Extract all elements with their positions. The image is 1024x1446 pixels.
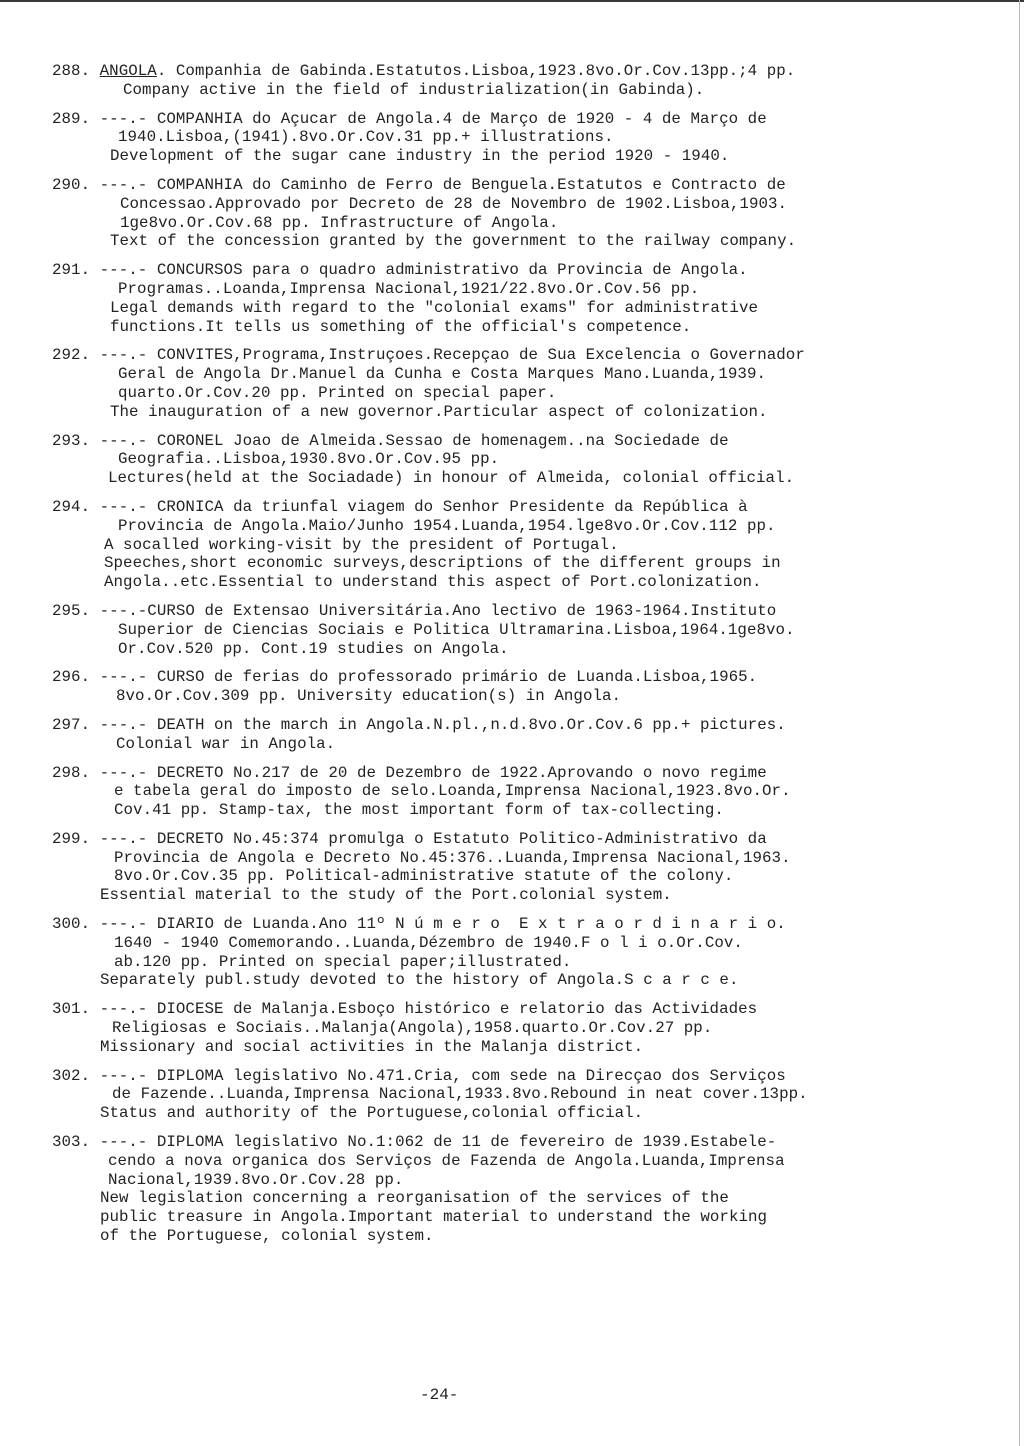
entry-continuation-line xyxy=(52,554,952,573)
entry-text: Status and authority of the Portuguese,colonial official. xyxy=(100,1104,644,1123)
entry-text: ---.- CONCURSOS para o quadro administrativo da Provincia de Angola. xyxy=(99,261,748,280)
entry-continuation-line xyxy=(52,849,952,868)
entry-text: ---.- CRONICA da triunfal viagem do Senhor Presidente da República à xyxy=(99,497,748,516)
entry-number: 288. xyxy=(52,62,91,80)
bibliography-entry xyxy=(52,915,952,990)
entry-text: A socalled working-visit by the president of Portugal. xyxy=(104,535,619,554)
entry-first-line xyxy=(52,110,952,129)
entry-continuation-line xyxy=(52,147,952,166)
entry-text: Speeches,short economic surveys,descriptions of the different groups in xyxy=(104,554,781,573)
entry-text: ---.-CURSO de Extensao Universitária.Ano lectivo de 1963-1964.Instituto xyxy=(99,601,777,620)
entry-continuation-line xyxy=(52,517,952,536)
bibliography-list xyxy=(52,62,952,1246)
entry-text: Provincia de Angola e Decreto No.45:376..Luanda,Imprensa Nacional,1963. xyxy=(114,848,791,867)
entry-first-line xyxy=(52,261,952,280)
entry-text: Geografia..Lisboa,1930.8vo.Or.Cov.95 pp. xyxy=(118,450,500,469)
entry-first-line xyxy=(52,764,952,783)
entry-text: ---.- CONVITES,Programa,Instruçoes.Recepçao de Sua Excelencia o Governador xyxy=(99,346,805,365)
entry-continuation-line xyxy=(52,1171,952,1190)
entry-first-line xyxy=(52,1067,952,1086)
entry-continuation-line xyxy=(52,128,952,147)
entry-text: public treasure in Angola.Important material to understand the working xyxy=(100,1208,768,1227)
entry-continuation-line xyxy=(52,801,952,820)
entry-text: Superior de Ciencias Sociais e Politica Ultramarina.Lisboa,1964.1ge8vo. xyxy=(118,620,795,639)
entry-text: Nacional,1939.8vo.Or.Cov.28 pp. xyxy=(108,1170,404,1189)
entry-continuation-line xyxy=(52,782,952,801)
entry-number: 301. xyxy=(52,1000,91,1019)
entry-text: Religiosas e Sociais..Malanja(Angola),1958.quarto.Or.Cov.27 pp. xyxy=(112,1019,713,1038)
entry-first-line xyxy=(52,176,952,195)
entry-text: 1940.Lisboa,(1941).8vo.Or.Cov.31 pp.+ illustrations. xyxy=(118,128,614,147)
entry-number: 300. xyxy=(52,915,91,934)
entry-first-line xyxy=(52,668,952,687)
entry-continuation-line xyxy=(52,280,952,299)
bibliography-entry xyxy=(52,110,952,166)
bibliography-entry xyxy=(52,602,952,658)
entry-continuation-line xyxy=(52,214,952,233)
entry-continuation-line xyxy=(52,232,952,251)
entry-text: e tabela geral do imposto de selo.Loanda,Imprensa Nacional,1923.8vo.Or. xyxy=(114,782,791,801)
entry-text: Text of the concession granted by the government to the railway company. xyxy=(110,232,797,251)
entry-continuation-line xyxy=(52,1019,952,1038)
entry-continuation-line xyxy=(52,469,952,488)
entry-text: The inauguration of a new governor.Particular aspect of colonization. xyxy=(110,402,768,421)
entry-continuation-line xyxy=(52,687,952,706)
entry-heading-underlined: ANGOLA xyxy=(99,62,157,80)
entry-text: Separately publ.study devoted to the history of Angola.S c a r c e. xyxy=(100,971,739,990)
entry-text: ---.- COMPANHIA do Açucar de Angola.4 de Março de 1920 - 4 de Março de xyxy=(99,109,767,128)
entry-continuation-line xyxy=(52,953,952,972)
bibliography-entry xyxy=(52,432,952,488)
entry-text: . Companhia de Gabinda.Estatutos.Lisboa,1923.8vo.Or.Cov.13pp.;4 pp. xyxy=(156,62,796,80)
entry-text: ---.- DECRETO No.217 de 20 de Dezembro de 1922.Aprovando o novo regime xyxy=(99,763,767,782)
entry-continuation-line xyxy=(52,536,952,555)
entry-continuation-line xyxy=(52,365,952,384)
entry-text: Development of the sugar cane industry in the period 1920 - 1940. xyxy=(110,147,730,166)
entry-number: 289. xyxy=(52,109,91,128)
bibliography-entry xyxy=(52,1133,952,1246)
entry-text: Essential material to the study of the Port.colonial system. xyxy=(100,886,672,905)
entry-first-line xyxy=(52,346,952,365)
entry-text: cendo a nova organica dos Serviços de Fazenda de Angola.Luanda,Imprensa xyxy=(108,1151,785,1170)
entry-text: New legislation concerning a reorganisation of the services of the xyxy=(100,1189,729,1208)
entry-continuation-line xyxy=(52,1227,952,1246)
entry-text: Or.Cov.520 pp. Cont.19 studies on Angola. xyxy=(118,639,509,658)
entry-continuation-line xyxy=(52,573,952,592)
entry-continuation-line xyxy=(52,1104,952,1123)
entry-first-line xyxy=(52,915,952,934)
entry-continuation-line xyxy=(52,318,952,337)
entry-text: Programas..Loanda,Imprensa Nacional,1921/22.8vo.Or.Cov.56 pp. xyxy=(118,279,700,298)
entry-text: Provincia de Angola.Maio/Junho 1954.Luanda,1954.lge8vo.Or.Cov.112 pp. xyxy=(118,516,776,535)
entry-first-line xyxy=(52,62,952,81)
entry-continuation-line xyxy=(52,971,952,990)
entry-text: Angola..etc.Essential to understand this aspect of Port.colonization. xyxy=(104,573,762,592)
entry-continuation-line xyxy=(52,384,952,403)
entry-continuation-line xyxy=(52,640,952,659)
entry-continuation-line xyxy=(52,867,952,886)
bibliography-entry xyxy=(52,62,952,100)
bibliography-entry xyxy=(52,261,952,336)
entry-number: 297. xyxy=(52,715,91,734)
entry-text: Company active in the field of industrialization(in Gabinda). xyxy=(123,80,705,99)
entry-continuation-line xyxy=(52,735,952,754)
entry-text: Lectures(held at the Sociadade) in honour of Almeida, colonial official. xyxy=(108,469,795,488)
entry-text: ---.- DIPLOMA legislativo No.1:062 de 11 de fevereiro de 1939.Estabele- xyxy=(99,1133,777,1152)
bibliography-entry xyxy=(52,176,952,251)
entry-first-line xyxy=(52,830,952,849)
page-number: -24- xyxy=(420,1386,459,1404)
entry-first-line xyxy=(52,1133,952,1152)
entry-text: ---.- DIPLOMA legislativo No.471.Cria, com sede na Direcçao dos Serviços xyxy=(99,1066,786,1085)
entry-text: 8vo.Or.Cov.309 pp. University education(s) in Angola. xyxy=(116,687,622,706)
entry-continuation-line xyxy=(52,299,952,318)
entry-number: 302. xyxy=(52,1066,91,1085)
entry-text: 1640 - 1940 Comemorando..Luanda,Dézembro de 1940.F o l i o.Or.Cov. xyxy=(114,933,743,952)
entry-first-line xyxy=(52,498,952,517)
entry-number: 293. xyxy=(52,431,91,450)
entry-text: Cov.41 pp. Stamp-tax, the most important form of tax-collecting. xyxy=(114,801,724,820)
bibliography-entry xyxy=(52,716,952,754)
entry-continuation-line xyxy=(52,1189,952,1208)
entry-continuation-line xyxy=(52,621,952,640)
entry-text: Legal demands with regard to the "colonial exams" for administrative xyxy=(110,298,759,317)
bibliography-entry xyxy=(52,1067,952,1123)
entry-number: 294. xyxy=(52,497,91,516)
entry-text: 8vo.Or.Cov.35 pp. Political-administrative statute of the colony. xyxy=(114,867,734,886)
entry-continuation-line xyxy=(52,81,952,100)
entry-continuation-line xyxy=(52,1208,952,1227)
entry-text: ---.- DIOCESE de Malanja.Esboço histórico e relatorio das Actividades xyxy=(99,1000,758,1019)
entry-text: Concessao.Approvado por Decreto de 28 de Novembro de 1902.Lisboa,1903. xyxy=(120,194,788,213)
entry-text: ---.- DECRETO No.45:374 promulga o Estatuto Politico-Administrativo da xyxy=(99,829,767,848)
bibliography-entry xyxy=(52,346,952,421)
entry-text: ---.- DEATH on the march in Angola.N.pl.,n.d.8vo.Or.Cov.6 pp.+ pictures. xyxy=(99,715,786,734)
entry-number: 295. xyxy=(52,601,91,620)
entry-text: ---.- CURSO de ferias do professorado primário de Luanda.Lisboa,1965. xyxy=(99,668,758,687)
entry-continuation-line xyxy=(52,886,952,905)
entry-continuation-line xyxy=(52,1038,952,1057)
entry-text: 1ge8vo.Or.Cov.68 pp. Infrastructure of Angola. xyxy=(120,213,559,232)
entry-text: ---.- DIARIO de Luanda.Ano 11º N ú m e r o E x t r a o r d i n a r i o. xyxy=(99,915,786,934)
bibliography-entry xyxy=(52,764,952,820)
entry-text: ab.120 pp. Printed on special paper;illustrated. xyxy=(114,952,572,971)
entry-number: 292. xyxy=(52,346,91,365)
bibliography-entry xyxy=(52,668,952,706)
bibliography-entry xyxy=(52,498,952,592)
entry-first-line xyxy=(52,1000,952,1019)
page-right-edge xyxy=(1019,0,1020,1446)
entry-number: 290. xyxy=(52,175,91,194)
entry-continuation-line xyxy=(52,1085,952,1104)
bibliography-entry xyxy=(52,1000,952,1056)
entry-text: quarto.Or.Cov.20 pp. Printed on special paper. xyxy=(118,383,557,402)
entry-first-line xyxy=(52,602,952,621)
entry-continuation-line xyxy=(52,450,952,469)
entry-text: ---.- COMPANHIA do Caminho de Ferro de Benguela.Estatutos e Contracto de xyxy=(99,175,786,194)
entry-first-line xyxy=(52,716,952,735)
entry-text: ---.- CORONEL Joao de Almeida.Sessao de homenagem..na Sociedade de xyxy=(99,431,729,450)
bibliography-entry xyxy=(52,830,952,905)
entry-text: functions.It tells us something of the official's competence. xyxy=(110,317,692,336)
entry-first-line xyxy=(52,432,952,451)
entry-number: 291. xyxy=(52,261,91,280)
entry-text: Missionary and social activities in the Malanja district. xyxy=(100,1037,644,1056)
entry-continuation-line xyxy=(52,195,952,214)
entry-text: Geral de Angola Dr.Manuel da Cunha e Costa Marques Mano.Luanda,1939. xyxy=(118,365,767,384)
entry-number: 303. xyxy=(52,1133,91,1152)
entry-continuation-line xyxy=(52,1152,952,1171)
entry-number: 296. xyxy=(52,668,91,687)
entry-continuation-line xyxy=(52,934,952,953)
entry-text: of the Portuguese, colonial system. xyxy=(100,1227,434,1246)
entry-number: 299. xyxy=(52,829,91,848)
entry-text: de Fazende..Luanda,Imprensa Nacional,1933.8vo.Rebound in neat cover.13pp. xyxy=(112,1085,808,1104)
page-top-edge xyxy=(0,0,1024,8)
entry-text: Colonial war in Angola. xyxy=(116,734,336,753)
entry-number: 298. xyxy=(52,763,91,782)
entry-continuation-line xyxy=(52,403,952,422)
